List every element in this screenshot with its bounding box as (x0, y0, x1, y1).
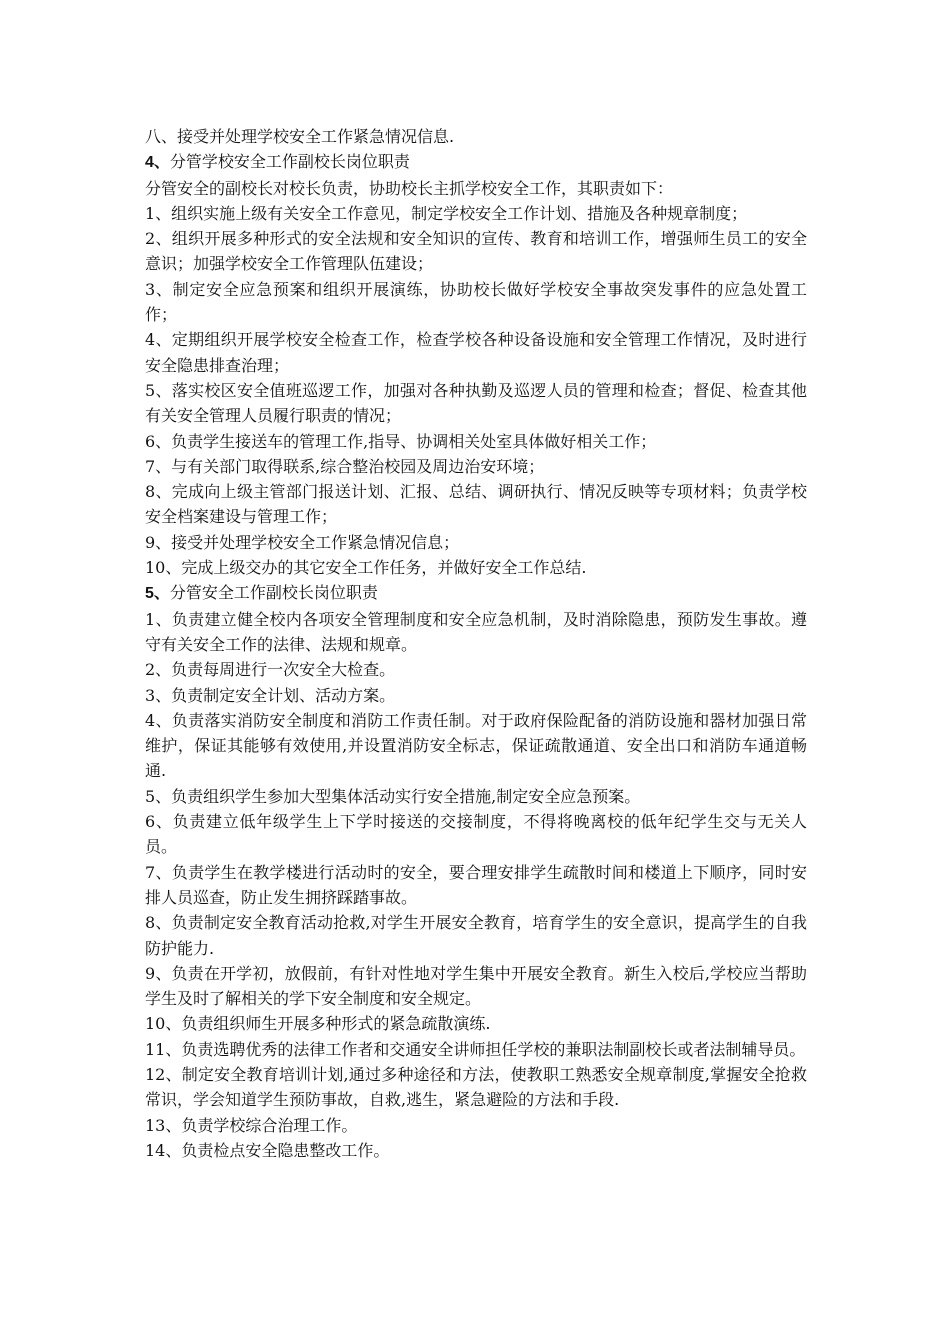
section-5-item: 6、负责建立低年级学生上下学时接送的交接制度，不得将晚离校的低年纪学生交与无关人员。 (145, 812, 807, 857)
section-5-item: 12、制定安全教育培训计划,通过多种途径和方法，使教职工熟悉安全规章制度,掌握安全抢救常识，学会知道学生预防事故，自救,逃生，紧急避险的方法和手段. (145, 1064, 807, 1110)
section-4-lead: 分管安全的副校长对校长负责，协助校长主抓学校安全工作，其职责如下： (145, 178, 674, 198)
section-5-item: 14、负责检点安全隐患整改工作。 (145, 1140, 390, 1160)
section-5-number: 5、 (145, 585, 170, 603)
section-5-title: 分管安全工作副校长岗位职责 (169, 583, 378, 603)
section-4-item: 5、落实校区安全值班巡逻工作，加强对各种执勤及巡逻人员的管理和检查；督促、检查其他有关安全管理人员履行职责的情况； (145, 380, 807, 426)
section-4-item: 8、完成向上级主管部门报送计划、汇报、总结、调研执行、情况反映等专项材料；负责学校安全档案建设与管理工作； (145, 482, 807, 527)
intro-paragraph: 八、接受并处理学校安全工作紧急情况信息. (145, 127, 455, 146)
section-4-number: 4、 (145, 154, 170, 172)
section-4-item: 3、制定安全应急预案和组织开展演练，协助校长做好学校安全事故突发事件的应急处置工作； (145, 279, 807, 325)
section-5-item: 1、负责建立健全校内各项安全管理制度和安全应急机制，及时消除隐患，预防发生事故。遵守有关安全工作的法律、法规和规章。 (145, 609, 807, 654)
section-5-item: 4、负责落实消防安全制度和消防工作责任制。对于政府保险配备的消防设施和器材加强日常维护，保证其能够有效使用,并设置消防安全标志，保证疏散通道、安全出口和消防车通道畅通. (145, 710, 807, 781)
section-5-item: 2、负责每周进行一次安全大检查。 (145, 660, 396, 680)
section-5-item: 3、负责制定安全计划、活动方案。 (145, 685, 396, 705)
section-4-item: 9、接受并处理学校安全工作紧急情况信息； (145, 532, 460, 552)
section-5-item: 8、负责制定安全教育活动抢救,对学生开展安全教育，培育学生的安全意识，提高学生的自我防护能力. (145, 913, 807, 958)
section-4-item: 7、与有关部门取得联系,综合整治校园及周边治安环境； (145, 456, 545, 476)
section-4-item: 1、组织实施上级有关安全工作意见，制定学校安全工作计划、措施及各种规章制度； (145, 203, 748, 223)
section-5-heading (145, 580, 807, 606)
section-5-item: 13、负责学校综合治理工作。 (145, 1115, 358, 1135)
section-5-item: 9、负责在开学初，放假前，有针对性地对学生集中开展安全教育。新生入校后,学校应当帮助学生及时了解相关的学下安全制度和安全规定。 (145, 963, 807, 1009)
section-5-item: 7、负责学生在教学楼进行活动时的安全，要合理安排学生疏散时间和楼道上下顺序，同时安排人员巡查，防止发生拥挤踩踏事故。 (145, 862, 807, 907)
section-4-heading (145, 149, 807, 175)
section-4-item: 10、完成上级交办的其它安全工作任务，并做好安全工作总结. (145, 558, 587, 578)
section-4-item: 6、负责学生接送车的管理工作,指导、协调相关处室具体做好相关工作； (145, 431, 657, 451)
section-5-item: 11、负责选聘优秀的法律工作者和交通安全讲师担任学校的兼职法制副校长或者法制辅导员。 (145, 1039, 806, 1059)
section-5-item: 10、负责组织师生开展多种形式的紧急疏散演练. (145, 1014, 491, 1034)
section-4-title: 分管学校安全工作副校长岗位职责 (169, 152, 410, 172)
section-4-item: 2、组织开展多种形式的安全法规和安全知识的宣传、教育和培训工作，增强师生员工的安全意识；加强学校安全工作管理队伍建设； (145, 229, 807, 274)
section-4-item: 4、定期组织开展学校安全检查工作，检查学校各种设备设施和安全管理工作情况，及时进行安全隐患排查治理； (145, 330, 807, 375)
document-body (145, 124, 807, 1163)
section-5-item: 5、负责组织学生参加大型集体活动实行安全措施,制定安全应急预案。 (145, 786, 641, 806)
